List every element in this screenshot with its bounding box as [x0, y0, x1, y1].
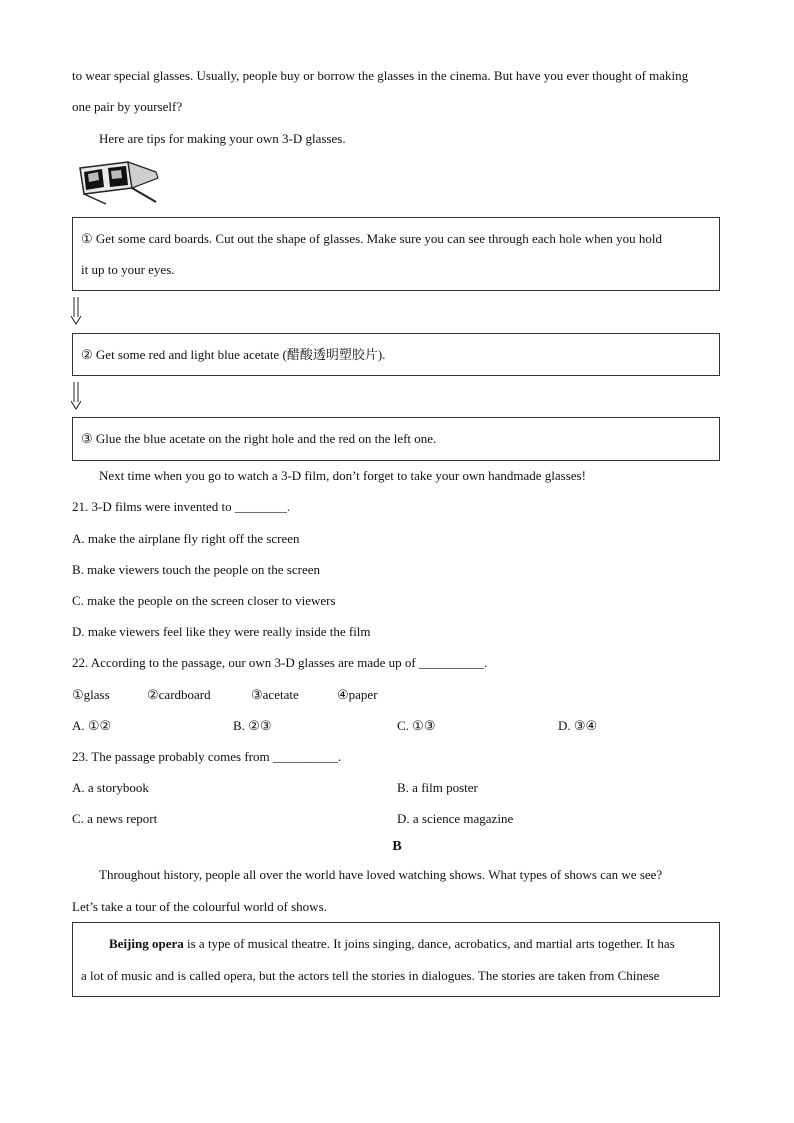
- q22-material-2: ②cardboard: [147, 687, 211, 702]
- q22-stem: 22. According to the passage, our own 3-D glasses are made up of __________.: [72, 655, 488, 670]
- passage-b-intro-line2: Let’s take a tour of the colourful world of shows.: [72, 899, 327, 914]
- q23-option-d[interactable]: D. a science magazine: [397, 811, 514, 826]
- passage-a-intro-line2: one pair by yourself?: [72, 99, 183, 114]
- step-3-line1: ③ Glue the blue acetate on the right hole and the red on the left one.: [81, 431, 437, 446]
- q22-option-a[interactable]: A. ①②: [72, 718, 112, 733]
- step-2-line1: ② Get some red and light blue acetate (醋酸透明塑胶片).: [81, 347, 386, 362]
- step-1-box: [72, 217, 720, 291]
- step-3-box: [72, 417, 720, 461]
- beijing-opera-line1-rest: is a type of musical theatre. It joins singing, dance, acrobatics, and martial arts together. It has: [183, 936, 675, 951]
- q22-option-d[interactable]: D. ③④: [558, 718, 598, 733]
- down-arrow-icon: [71, 382, 81, 410]
- step-1-line2: it up to your eyes.: [81, 262, 175, 277]
- q23-option-c[interactable]: C. a news report: [72, 811, 158, 826]
- q23-option-b[interactable]: B. a film poster: [397, 780, 478, 795]
- q22-option-c[interactable]: C. ①③: [397, 718, 436, 733]
- q23-option-a[interactable]: A. a storybook: [72, 780, 149, 795]
- q21-option-d[interactable]: D. make viewers feel like they were really inside the film: [72, 624, 371, 639]
- beijing-opera-term: Beijing opera: [109, 936, 184, 951]
- beijing-opera-line2: a lot of music and is called opera, but the actors tell the stories in dialogues. The stories are taken from Chinese: [81, 968, 660, 983]
- down-arrow-icon: [71, 297, 81, 325]
- step-1-line1: ① Get some card boards. Cut out the shape of glasses. Make sure you can see through each hole when you hold: [81, 231, 662, 246]
- q21-stem: 21. 3-D films were invented to ________.: [72, 499, 291, 514]
- q21-option-c[interactable]: C. make the people on the screen closer to viewers: [72, 593, 336, 608]
- q21-option-a[interactable]: A. make the airplane fly right off the screen: [72, 531, 300, 546]
- q22-material-4: ④paper: [337, 687, 378, 702]
- beijing-opera-box: [72, 922, 720, 997]
- q22-material-3: ③acetate: [251, 687, 299, 702]
- 3d-glasses-illustration: [76, 158, 160, 208]
- passage-a-closing: Next time when you go to watch a 3-D film, don’t forget to take your own handmade glasses!: [99, 468, 586, 483]
- section-b-heading: B: [392, 839, 402, 854]
- q22-material-1: ①glass: [72, 687, 110, 702]
- q23-stem: 23. The passage probably comes from __________.: [72, 749, 342, 764]
- tips-intro: Here are tips for making your own 3-D glasses.: [99, 131, 346, 146]
- beijing-opera-line1: [109, 936, 675, 952]
- q21-option-b[interactable]: B. make viewers touch the people on the screen: [72, 562, 320, 577]
- passage-a-intro-line1: to wear special glasses. Usually, people buy or borrow the glasses in the cinema. But have you ever thought of making: [72, 68, 689, 83]
- q22-option-b[interactable]: B. ②③: [233, 718, 272, 733]
- step-2-box: [72, 333, 720, 376]
- passage-b-intro-line1: Throughout history, people all over the world have loved watching shows. What types of shows can we see?: [99, 867, 663, 882]
